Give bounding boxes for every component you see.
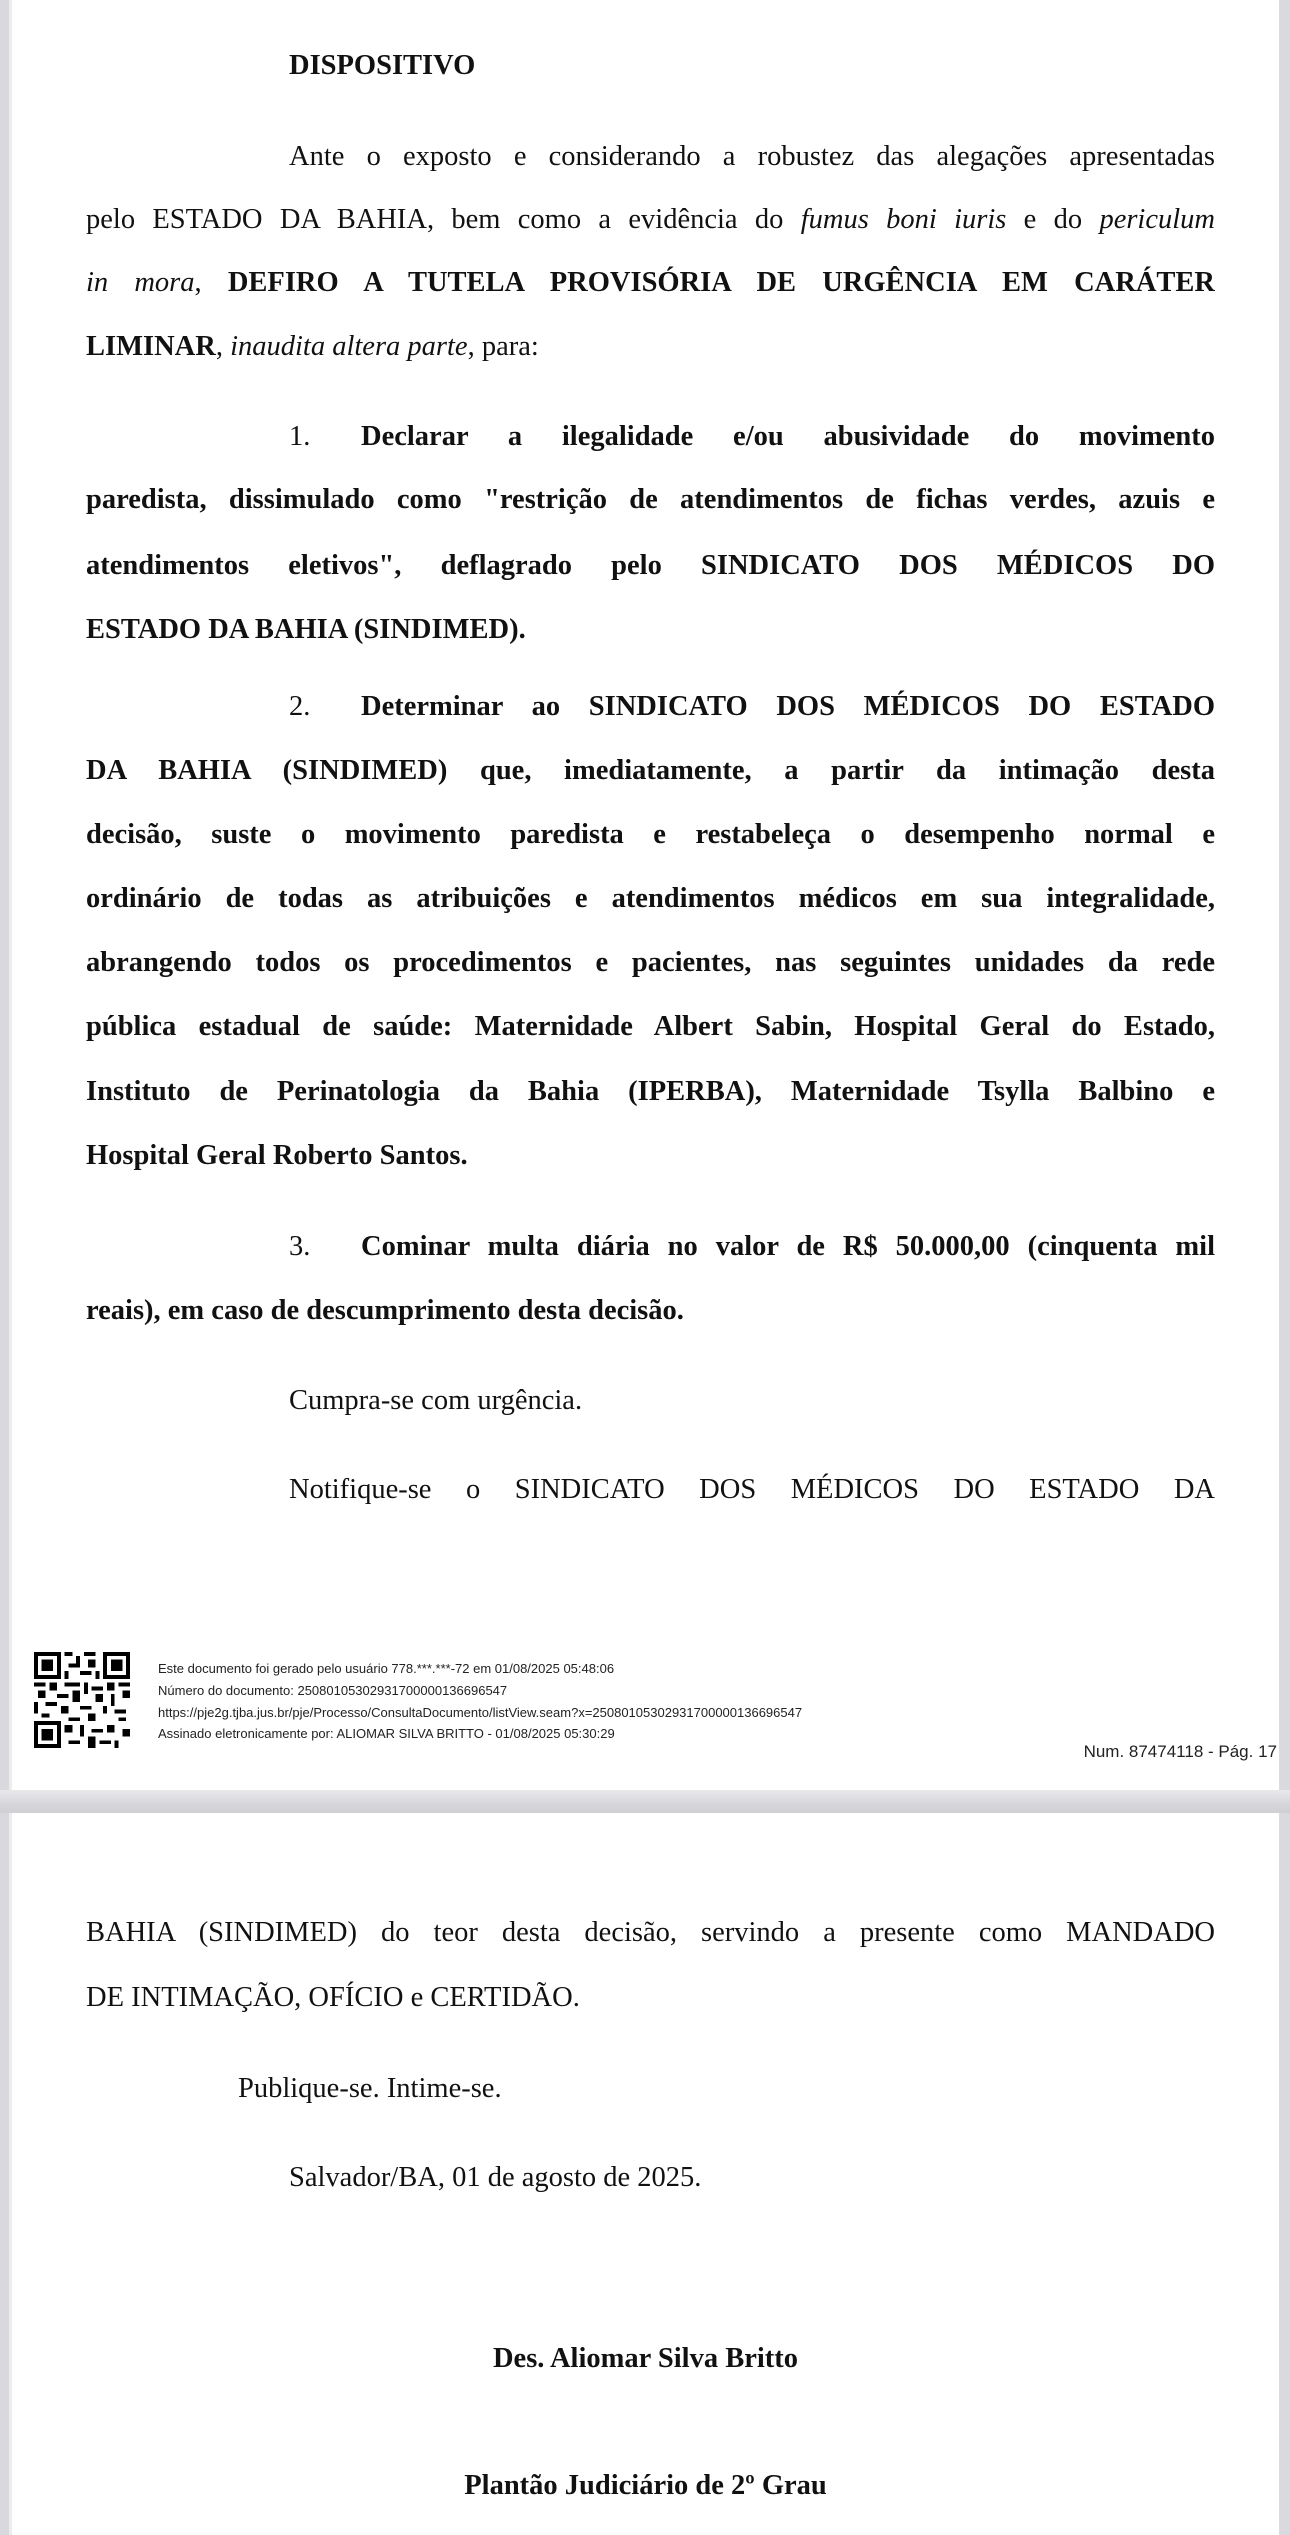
viewer-right-edge	[1280, 0, 1290, 2535]
section-heading: DISPOSITIVO	[289, 50, 476, 81]
item-number: 3.	[289, 1231, 311, 1262]
item-1-line-1	[289, 419, 1215, 455]
item-3-line-2: reais), em caso de descumprimento desta decisão.	[86, 1295, 684, 1326]
footer-generated-by: Este documento foi gerado pelo usuário 778.***.***-72 em 01/08/2025 05:48:06	[158, 1661, 615, 1676]
item-number: 1.	[289, 421, 311, 452]
item-1-line-4: ESTADO DA BAHIA (SINDIMED).	[86, 614, 526, 645]
continuation-line-2: DE INTIMAÇÃO, OFÍCIO e CERTIDÃO.	[86, 1982, 580, 2013]
page-separator	[0, 1790, 1290, 1813]
intro-line-4	[86, 329, 539, 365]
item-text: Declarar a ilegalidade e/ou abusividade do movimento	[361, 421, 1215, 452]
item-text: Cominar multa diária no valor de R$ 50.000,00 (cinquenta mil	[361, 1231, 1215, 1262]
item-2-line-2: DA BAHIA (SINDIMED) que, imediatamente, a partir da intimação desta	[86, 755, 1215, 786]
intro-line-1	[289, 139, 1215, 175]
continuation-line-1: BAHIA (SINDIMED) do teor desta decisão, servindo a presente como MANDADO	[86, 1917, 1215, 1948]
place-date: Salvador/BA, 01 de agosto de 2025.	[289, 2162, 702, 2193]
latin-term: fumus boni iuris	[800, 204, 1007, 235]
intro-line-2	[86, 202, 1215, 238]
cumpra-line: Cumpra-se com urgência.	[289, 1385, 583, 1416]
intro-text: ,	[194, 267, 228, 298]
latin-term: inaudita altera parte	[230, 331, 468, 362]
viewer-left-edge	[0, 0, 9, 2535]
intro-text: , para:	[467, 331, 539, 362]
document-page-17	[12, 0, 1279, 1790]
intro-text: pelo ESTADO DA BAHIA, bem como a evidência do	[86, 204, 801, 235]
item-2-line-8: Hospital Geral Roberto Santos.	[86, 1140, 468, 1171]
footer-document-number: Número do documento: 25080105302931700000136696547	[158, 1683, 508, 1698]
item-1-line-3: atendimentos eletivos", deflagrado pelo SINDICATO DOS MÉDICOS DO	[86, 550, 1215, 581]
item-3-line-1	[289, 1229, 1215, 1265]
qr-code-icon	[34, 1652, 130, 1748]
item-number: 2.	[289, 691, 311, 722]
item-2-line-1	[289, 689, 1215, 725]
item-2-line-7: Instituto de Perinatologia da Bahia (IPERBA), Maternidade Tsylla Balbino e	[86, 1076, 1215, 1107]
publique-line: Publique-se. Intime-se.	[238, 2073, 502, 2104]
item-2-line-5: abrangendo todos os procedimentos e pacientes, nas seguintes unidades da rede	[86, 947, 1215, 978]
page-number: Num. 87474118 - Pág. 17	[1083, 1742, 1277, 1761]
item-text: Determinar ao SINDICATO DOS MÉDICOS DO ESTADO	[361, 691, 1215, 722]
ruling-text: LIMINAR	[86, 331, 216, 362]
intro-text: ,	[215, 331, 231, 362]
signer-name: Des. Aliomar Silva Britto	[492, 2343, 799, 2374]
notifique-line: Notifique-se o SINDICATO DOS MÉDICOS DO ESTADO DA	[289, 1474, 1215, 1505]
ruling-text: DEFIRO A TUTELA PROVISÓRIA DE URGÊNCIA EM CARÁTER	[227, 267, 1215, 298]
intro-text: Ante o exposto e considerando a robustez das alegações apresentadas	[289, 141, 1215, 172]
item-2-line-4: ordinário de todas as atribuições e atendimentos médicos em sua integralidade,	[86, 883, 1215, 914]
footer-document-url[interactable]: https://pje2g.tjba.jus.br/pje/Processo/ConsultaDocumento/listView.seam?x=25080105302931700000136696547	[158, 1705, 803, 1720]
item-2-line-3: decisão, suste o movimento paredista e restabeleça o desempenho normal e	[86, 819, 1215, 850]
intro-line-3	[86, 265, 1215, 301]
intro-text: e do	[1006, 204, 1100, 235]
item-2-line-6: pública estadual de saúde: Maternidade Albert Sabin, Hospital Geral do Estado,	[86, 1011, 1215, 1042]
item-1-line-2: paredista, dissimulado como "restrição de atendimentos de fichas verdes, azuis e	[86, 484, 1215, 515]
latin-term: periculum	[1099, 204, 1215, 235]
court-name: Plantão Judiciário de 2º Grau	[464, 2470, 827, 2501]
document-page-18	[12, 1813, 1279, 2535]
latin-term: in mora	[86, 267, 195, 298]
footer-signed-by: Assinado eletronicamente por: ALIOMAR SILVA BRITTO - 01/08/2025 05:30:29	[158, 1726, 615, 1741]
